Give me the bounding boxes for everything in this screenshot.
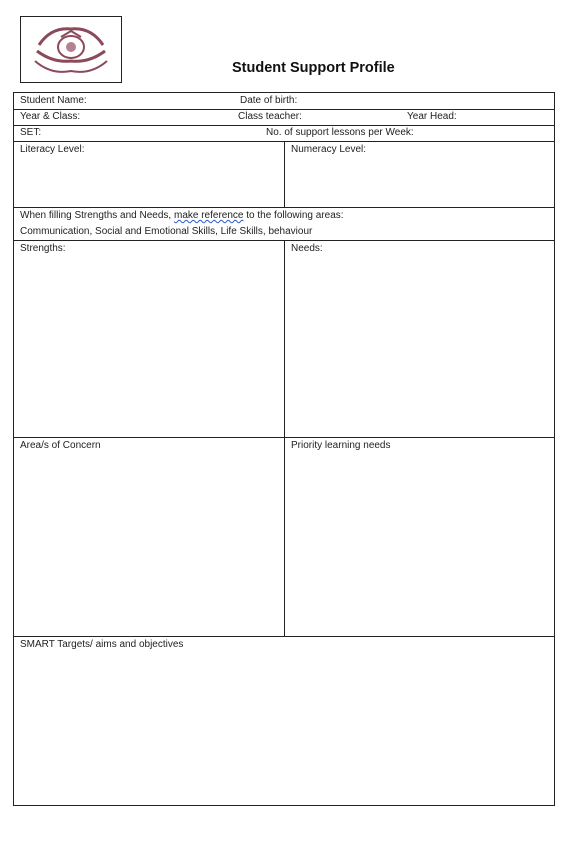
strengths-label[interactable]: Strengths:: [20, 243, 66, 254]
divider: [284, 240, 285, 636]
school-crest-icon: [31, 21, 111, 79]
instructions-part: make reference: [173, 210, 244, 221]
divider: [14, 109, 554, 110]
class-teacher-label[interactable]: Class teacher:: [238, 111, 302, 122]
year-class-label[interactable]: Year & Class:: [20, 111, 81, 122]
priority-learning-needs-label[interactable]: Priority learning needs: [291, 440, 391, 451]
needs-label[interactable]: Needs:: [291, 243, 323, 254]
divider: [284, 141, 285, 207]
instructions-part: When filling Strengths and Needs,: [20, 210, 174, 221]
support-lessons-label[interactable]: No. of support lessons per Week:: [266, 127, 414, 138]
divider: [14, 636, 554, 637]
school-logo-frame: [20, 16, 122, 83]
literacy-level-label[interactable]: Literacy Level:: [20, 144, 85, 155]
page-title: Student Support Profile: [232, 60, 395, 76]
divider: [14, 125, 554, 126]
areas-of-concern-label[interactable]: Area/s of Concern: [20, 440, 101, 451]
instructions-areas: Communication, Social and Emotional Skills, Life Skills, behaviour: [20, 226, 313, 237]
divider: [14, 207, 554, 208]
instructions-part: to the following areas:: [243, 210, 344, 221]
set-label[interactable]: SET:: [20, 127, 42, 138]
numeracy-level-label[interactable]: Numeracy Level:: [291, 144, 367, 155]
date-of-birth-label[interactable]: Date of birth:: [240, 95, 298, 106]
smart-targets-label[interactable]: SMART Targets/ aims and objectives: [20, 639, 184, 650]
support-profile-form: [13, 92, 555, 806]
year-head-label[interactable]: Year Head:: [407, 111, 457, 122]
student-name-label[interactable]: Student Name:: [20, 95, 87, 106]
instructions-text: [20, 210, 344, 221]
